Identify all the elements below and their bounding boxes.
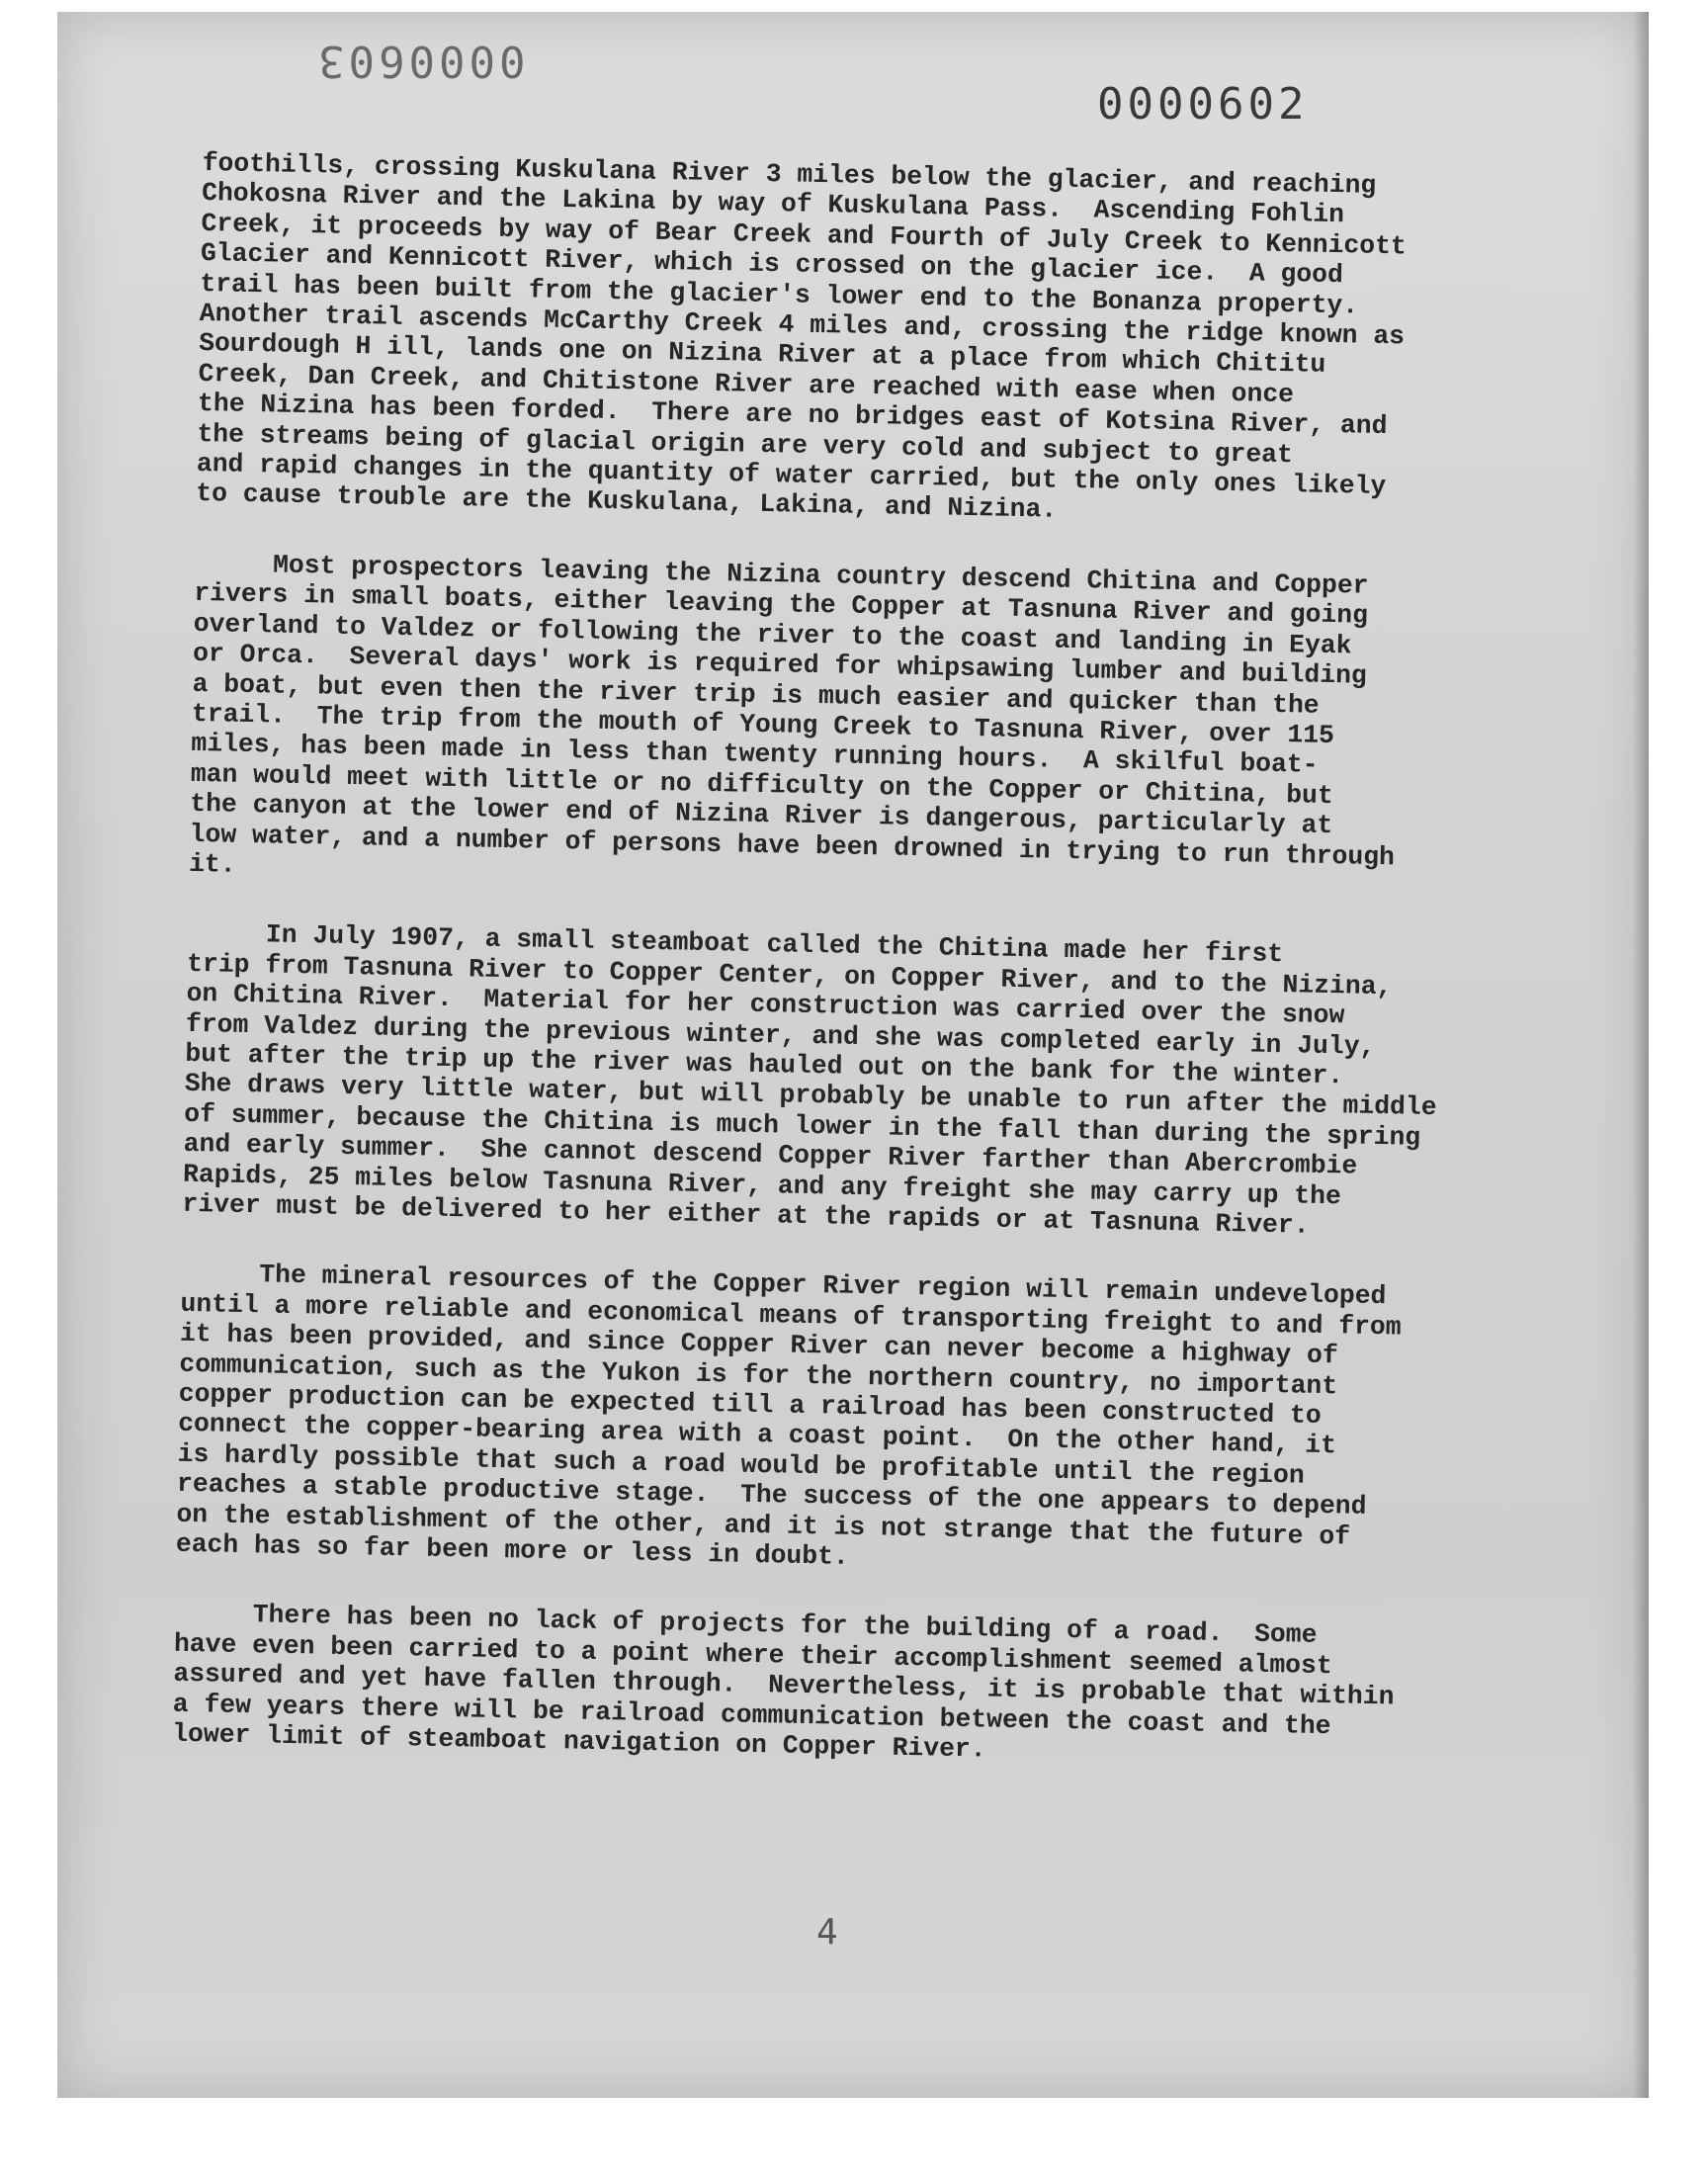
paragraph-steamboat: In July 1907, a small steamboat called the Chitina made her first trip from Tasnuna River to Copper Center, on Copper River, and to the Nizina, on Chitina River. Material for her construction was carried over the snow from Valdez during the previous winter, and she was completed early in July, but after the trip up the river was hauled out on the bank for the winter. She draws very little water, but will probably be unable to run after the middle of summer, because the Chitina is much lower in the fall than during the spring and early summer. She cannot descend Copper River farther than Abercrombie Rapids, 25 miles below Tasnuna River, and any freight she may carry up the river must be delivered to her either at the rapids or at Tasnuna River.	[182, 918, 1437, 1241]
page-number: 4	[816, 1912, 838, 1953]
document-number-stamp-inverted: 0000603	[314, 36, 526, 86]
sheet-edge-shadow	[1633, 12, 1649, 2098]
paragraph-trails: foothills, crossing Kuskulana River 3 miles below the glacier, and reaching Chokosna River and the Lakina by way of Kuskulana Pass. Ascending Fohlin Creek, it proceeds by way of Bear Creek and Fourth of July Creek to Kennicott Glacier and Kennicott River, which is crossed on the glacier ice. A good trail has been built from the glacier's lower end to the Bonanza property. Another trail ascends McCarthy Creek 4 miles and, crossing the ridge known as Sourdough H ill, lands one on Nizina River at a place from which Chititu Creek, Dan Creek, and Chitistone River are reached with ease when once the Nizina has been forded. There are no bridges east of Kotsina River, and the streams being of glacial origin are very cold and subject to great and rapid changes in the quantity of water carried, but the only ones likely to cause trouble are the Kuskulana, Lakina, and Nizina.	[196, 148, 1408, 526]
paragraph-railroad-projects: There has been no lack of projects for the building of a road. Some have even been carried to a point where their accomplishment seemed almost assured and yet have fallen through. Nevertheless, it is probable that within a few years there will be railroad communication between the coast and the lower limit of steamboat navigation on Copper River.	[171, 1599, 1395, 1765]
paragraph-mineral-resources: The mineral resources of the Copper River region will remain undeveloped until a more reliable and economical means of transporting freight to and from it has been provided, and since Copper River can never become a highway of communication, such as the Yukon is for the northern country, no important copper production can be expected till a railroad has been constructed to connect the copper-bearing area with a coast point. On the other hand, it is hardly possible that such a road would be profitable until the region reaches a stable productive stage. The success of the one appears to depend on the establishment of the other, and it is not strange that the future of each has so far been more or less in doubt.	[175, 1259, 1402, 1572]
typewritten-text-body	[171, 148, 1517, 1814]
document-number-stamp: 0000602	[1097, 79, 1309, 130]
paragraph-boats: Most prospectors leaving the Nizina country descend Chitina and Copper rivers in small boats, either leaving the Copper at Tasnuna River and going overland to Valdez or following the river to the coast and landing in Eyak or Orca. Several days' work is required for whipsawing lumber and building a boat, but even then the river trip is much easier and quicker than the trail. The trip from the mouth of Young Creek to Tasnuna River, over 115 miles, has been made in less than twenty running hours. A skilful boat- man would meet with little or no difficulty on the Copper or Chitina, but the canyon at the lower end of Nizina River is dangerous, particularly at low water, and a number of persons have been drowned in trying to run through it.	[188, 548, 1396, 880]
